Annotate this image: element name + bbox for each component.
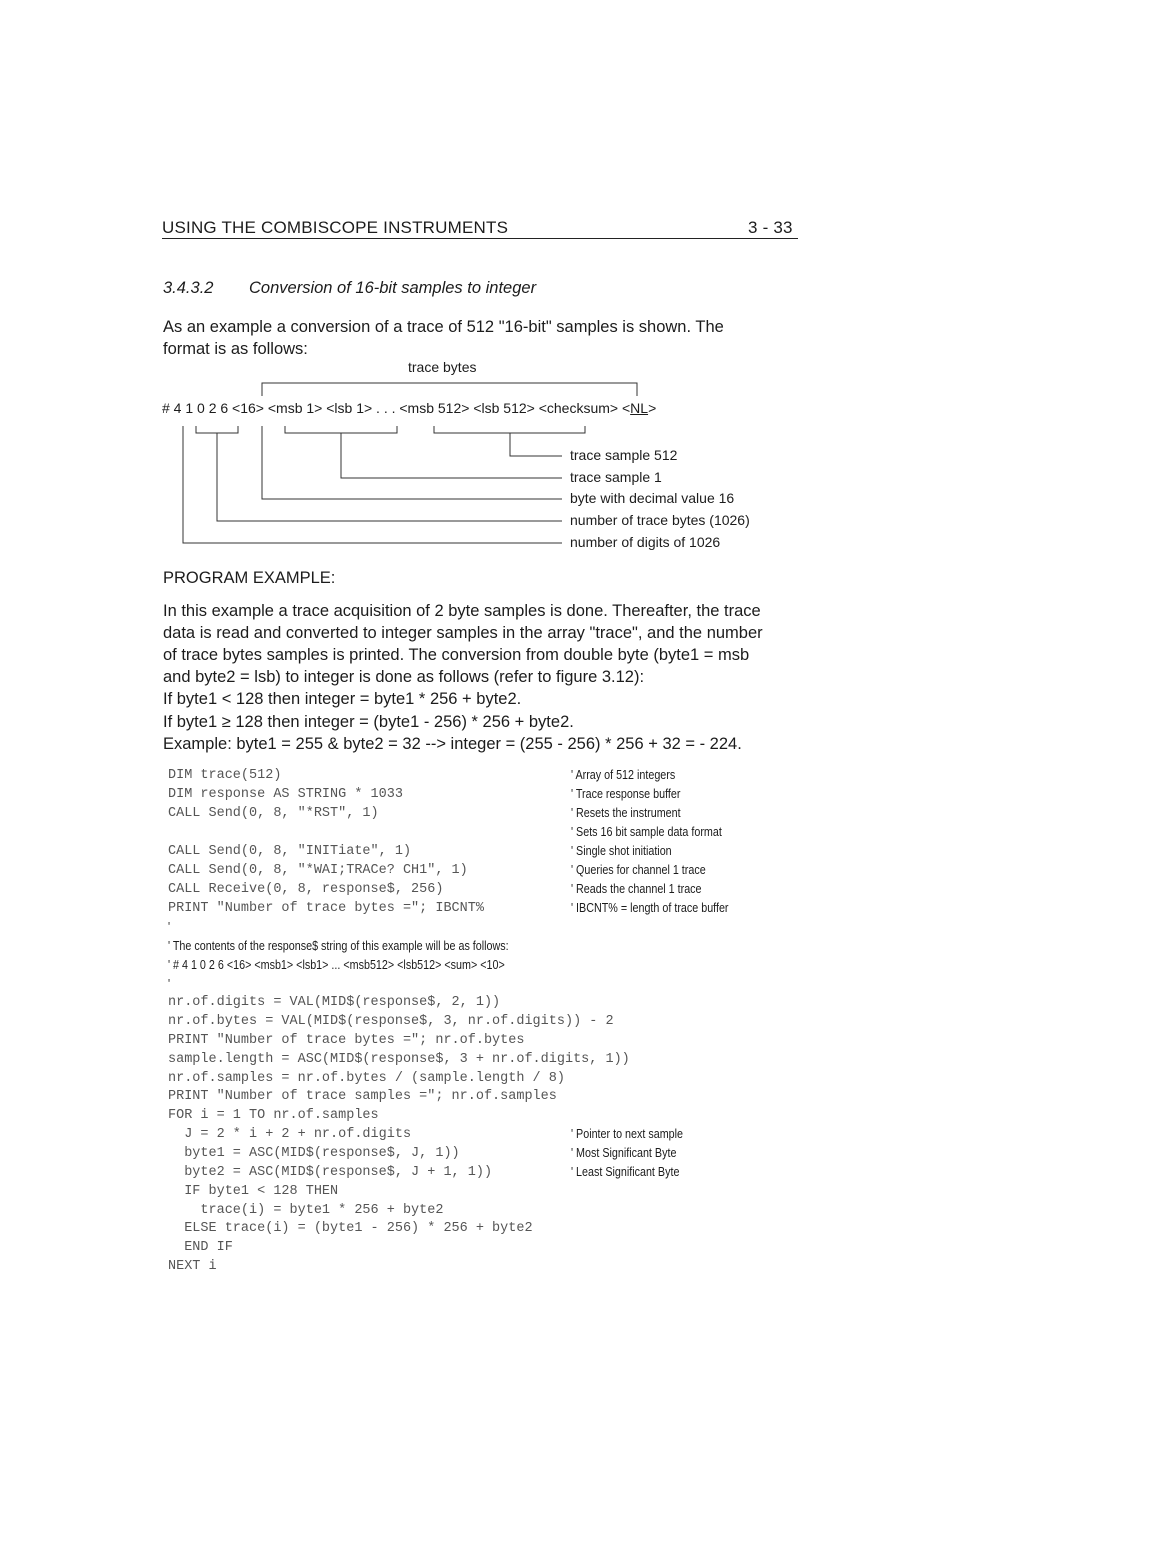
- code-comment: ' Queries for channel 1 trace: [571, 863, 706, 877]
- callout-trace-sample-1: trace sample 1: [570, 469, 662, 485]
- code-line: CALL Receive(0, 8, response$, 256): [168, 882, 444, 897]
- code-comment: ' Least Significant Byte: [571, 1165, 680, 1179]
- program-text-4: and byte2 = lsb) to integer is done as follows (refer to figure 3.12):: [163, 668, 645, 686]
- sample512-bracket: [434, 426, 585, 433]
- code-line: FOR i = 1 TO nr.of.samples: [168, 1108, 379, 1123]
- program-text-5: If byte1 < 128 then integer = byte1 * 256 + byte2.: [163, 690, 522, 708]
- callout-digits: number of digits of 1026: [570, 534, 721, 550]
- leader-digits: [183, 426, 562, 543]
- code-comment: ' Trace response buffer: [571, 787, 681, 801]
- code-line: ELSE trace(i) = (byte1 - 256) * 256 + byte2: [168, 1221, 533, 1236]
- format-line-nl: NL: [630, 400, 649, 416]
- code-line: J = 2 * i + 2 + nr.of.digits: [168, 1127, 412, 1142]
- code-line: DIM response AS STRING * 1033: [168, 787, 403, 802]
- callout-byte-16: byte with decimal value 16: [570, 490, 735, 506]
- code-line: trace(i) = byte1 * 256 + byte2: [168, 1203, 444, 1218]
- code-comment: ' Array of 512 integers: [571, 768, 676, 782]
- code-line: PRINT "Number of trace bytes ="; nr.of.bytes: [168, 1033, 525, 1048]
- code-line: sample.length = ASC(MID$(response$, 3 + nr.of.digits, 1)): [168, 1052, 630, 1067]
- code-comment: ' Pointer to next sample: [571, 1127, 684, 1141]
- intro-line-1: As an example a conversion of a trace of 512 "16-bit" samples is shown. The: [163, 318, 724, 336]
- code-comment: ' IBCNT% = length of trace buffer: [571, 901, 729, 915]
- code-line: NEXT i: [168, 1259, 217, 1274]
- code-line: byte1 = ASC(MID$(response$, J, 1)): [168, 1146, 460, 1161]
- callout-trace-sample-512: trace sample 512: [570, 447, 678, 463]
- code-line: CALL Send(0, 8, "INITiate", 1): [168, 844, 412, 859]
- callout-trace-bytes: number of trace bytes (1026): [570, 512, 750, 528]
- code-comment: ' Resets the instrument: [571, 806, 681, 820]
- program-text-1: In this example a trace acquisition of 2 byte samples is done. Thereafter, the trace: [163, 602, 761, 620]
- trace-bytes-label: trace bytes: [408, 359, 477, 375]
- trace-bytes-bracket: [262, 383, 637, 396]
- program-heading: PROGRAM EXAMPLE:: [163, 569, 336, 587]
- code-line: IF byte1 < 128 THEN: [168, 1184, 339, 1199]
- page-number: 3 - 33: [748, 218, 793, 237]
- program-text-7: Example: byte1 = 255 & byte2 = 32 --> integer = (255 - 256) * 256 + 32 = - 224.: [163, 735, 742, 753]
- code-line: END IF: [168, 1240, 233, 1255]
- leader-byte-16: [262, 426, 562, 499]
- sample1-bracket: [285, 426, 397, 433]
- section-title: Conversion of 16-bit samples to integer: [249, 279, 537, 297]
- code-comment: ' Most Significant Byte: [571, 1146, 677, 1160]
- running-header-title: USING THE COMBISCOPE INSTRUMENTS: [162, 218, 509, 237]
- code-line: nr.of.bytes = VAL(MID$(response$, 3, nr.of.digits)) - 2: [168, 1014, 614, 1029]
- program-text-2: data is read and converted to integer samples in the array "trace", and the number: [163, 624, 763, 642]
- intro-line-2: format is as follows:: [163, 340, 308, 358]
- code-line: nr.of.samples = nr.of.bytes / (sample.length / 8): [168, 1071, 565, 1086]
- code-comment: ' Single shot initiation: [571, 844, 672, 858]
- code-line: byte2 = ASC(MID$(response$, J + 1, 1)): [168, 1165, 493, 1180]
- code-line: PRINT "Number of trace bytes ="; IBCNT%: [168, 901, 484, 916]
- format-line-prefix: # 4 1 0 2 6 <16> <msb 1> <lsb 1> . . . <msb 512> <lsb 512> <checksum> <: [162, 400, 631, 416]
- code-line: CALL Send(0, 8, "*RST", 1): [168, 806, 379, 821]
- program-text-3: of trace bytes samples is printed. The conversion from double byte (byte1 = msb: [163, 646, 750, 664]
- note-line: ': [168, 920, 171, 934]
- format-line-suffix: >: [648, 400, 657, 416]
- code-line: DIM trace(512): [168, 768, 282, 783]
- code-line: PRINT "Number of trace samples ="; nr.of.samples: [168, 1089, 557, 1104]
- leader-sample-512: [510, 433, 562, 456]
- program-text-6: If byte1 ≥ 128 then integer = (byte1 - 256) * 256 + byte2.: [163, 713, 574, 731]
- code-line: nr.of.digits = VAL(MID$(response$, 2, 1)): [168, 995, 501, 1010]
- digits-bracket: [196, 426, 238, 433]
- note-line: ' The contents of the response$ string of this example will be as follows:: [168, 939, 509, 953]
- section-number: 3.4.3.2: [163, 279, 214, 297]
- note-line: ' # 4 1 0 2 6 <16> <msb1> <lsb1> ... <msb512> <lsb512> <sum> <10>: [168, 958, 505, 972]
- code-comment: ' Sets 16 bit sample data format: [571, 825, 722, 839]
- code-comment: ' Reads the channel 1 trace: [571, 882, 702, 896]
- note-line: ': [168, 977, 171, 991]
- code-line: CALL Send(0, 8, "*WAI;TRACe? CH1", 1): [168, 863, 468, 878]
